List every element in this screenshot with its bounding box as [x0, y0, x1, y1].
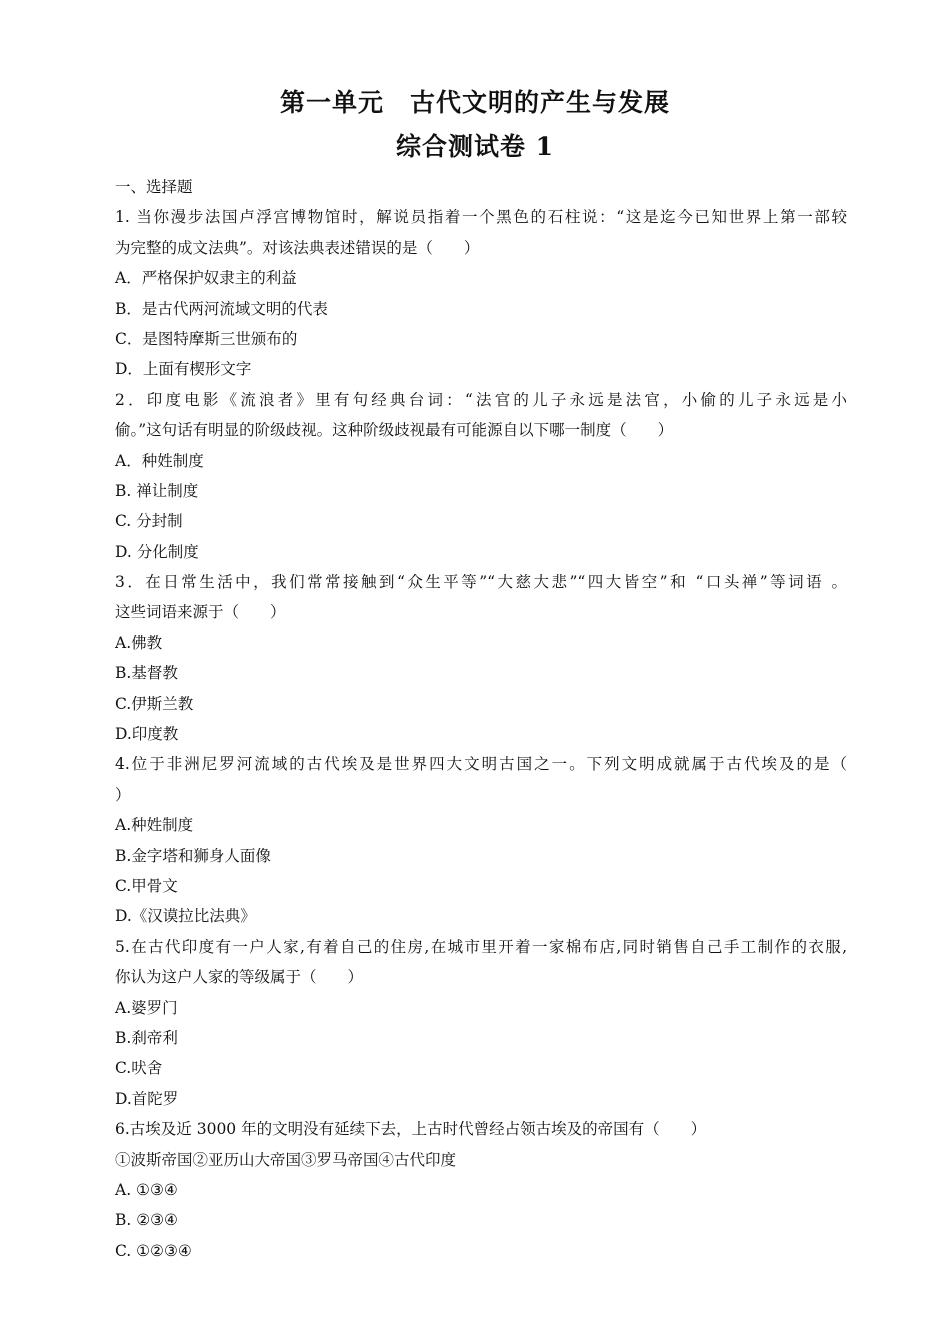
option-b: B.基督教	[115, 664, 178, 683]
question-text: 2．印度电影《流浪者》里有句经典台词：“法官的儿子永远是法官，小偷的儿子永远是小	[115, 390, 847, 409]
question-text: ①波斯帝国②亚历山大帝国③罗马帝国④古代印度	[115, 1150, 457, 1169]
question-4	[115, 749, 847, 931]
question-text: 你认为这户人家的等级属于（ ）	[115, 968, 364, 987]
option-c: C．是图特摩斯三世颁布的	[115, 329, 298, 348]
option-b: B．是古代两河流域文明的代表	[115, 299, 328, 318]
option-a: A．严格保护奴隶主的利益	[115, 269, 297, 288]
question-text: 4.位于非洲尼罗河流域的古代埃及是世界四大文明古国之一。下列文明成就属于古代埃及的是（	[115, 755, 847, 774]
question-text: 1. 当你漫步法国卢浮宫博物馆时，解说员指着一个黑色的石柱说：“这是迄今已知世界上第一部较	[115, 208, 847, 227]
section-heading: 一、选择题	[115, 178, 193, 196]
question-6	[115, 1114, 847, 1266]
question-text: 6.古埃及近 3000 年的文明没有延续下去，上古时代曾经占领古埃及的帝国有（ ）	[115, 1120, 707, 1139]
option-a: A.佛教	[115, 633, 163, 652]
option-c: C. ①②③④	[115, 1241, 192, 1260]
document-body	[115, 172, 847, 1266]
question-text: 5.在古代印度有一户人家,有着自己的住房,在城市里开着一家棉布店,同时销售自己手工制作的衣服,	[115, 937, 847, 956]
option-b: B.刹帝利	[115, 1028, 178, 1047]
question-5	[115, 932, 847, 1114]
option-b: B. 禅让制度	[115, 481, 199, 500]
option-c: C.伊斯兰教	[115, 694, 194, 713]
question-text: 为完整的成文法典”。对该法典表述错误的是（ ）	[115, 238, 480, 257]
question-text: ）	[115, 785, 131, 804]
question-text: 这些词语来源于（ ）	[115, 603, 286, 622]
option-d: D. 分化制度	[115, 542, 199, 561]
option-a: A.种姓制度	[115, 816, 194, 835]
option-a: A.婆罗门	[115, 998, 178, 1017]
question-text: 3．在日常生活中，我们常常接触到“众生平等”“大慈大悲”“四大皆空”和 “口头禅”等词语 。	[115, 573, 847, 592]
option-a: A. ①③④	[115, 1180, 178, 1199]
option-d: D.印度教	[115, 725, 179, 744]
option-c: C.吠舍	[115, 1059, 163, 1078]
question-3	[115, 567, 847, 749]
option-d: D.首陀罗	[115, 1089, 179, 1108]
option-c: C. 分封制	[115, 512, 183, 531]
question-text: 偷。”这句话有明显的阶级歧视。这种阶级歧视最有可能源自以下哪一制度（ ）	[115, 421, 674, 440]
option-a: A．种姓制度	[115, 451, 204, 470]
option-d: D.《汉谟拉比法典》	[115, 907, 256, 926]
option-c: C.甲骨文	[115, 876, 178, 895]
question-1	[115, 202, 847, 384]
option-b: B.金字塔和狮身人面像	[115, 846, 271, 865]
page-subtitle: 综合测试卷 1	[395, 132, 555, 161]
option-d: D．上面有楔形文字	[115, 360, 252, 379]
question-2	[115, 385, 847, 567]
page-title: 第一单元 古代文明的产生与发展	[279, 88, 670, 117]
option-b: B. ②③④	[115, 1211, 178, 1230]
